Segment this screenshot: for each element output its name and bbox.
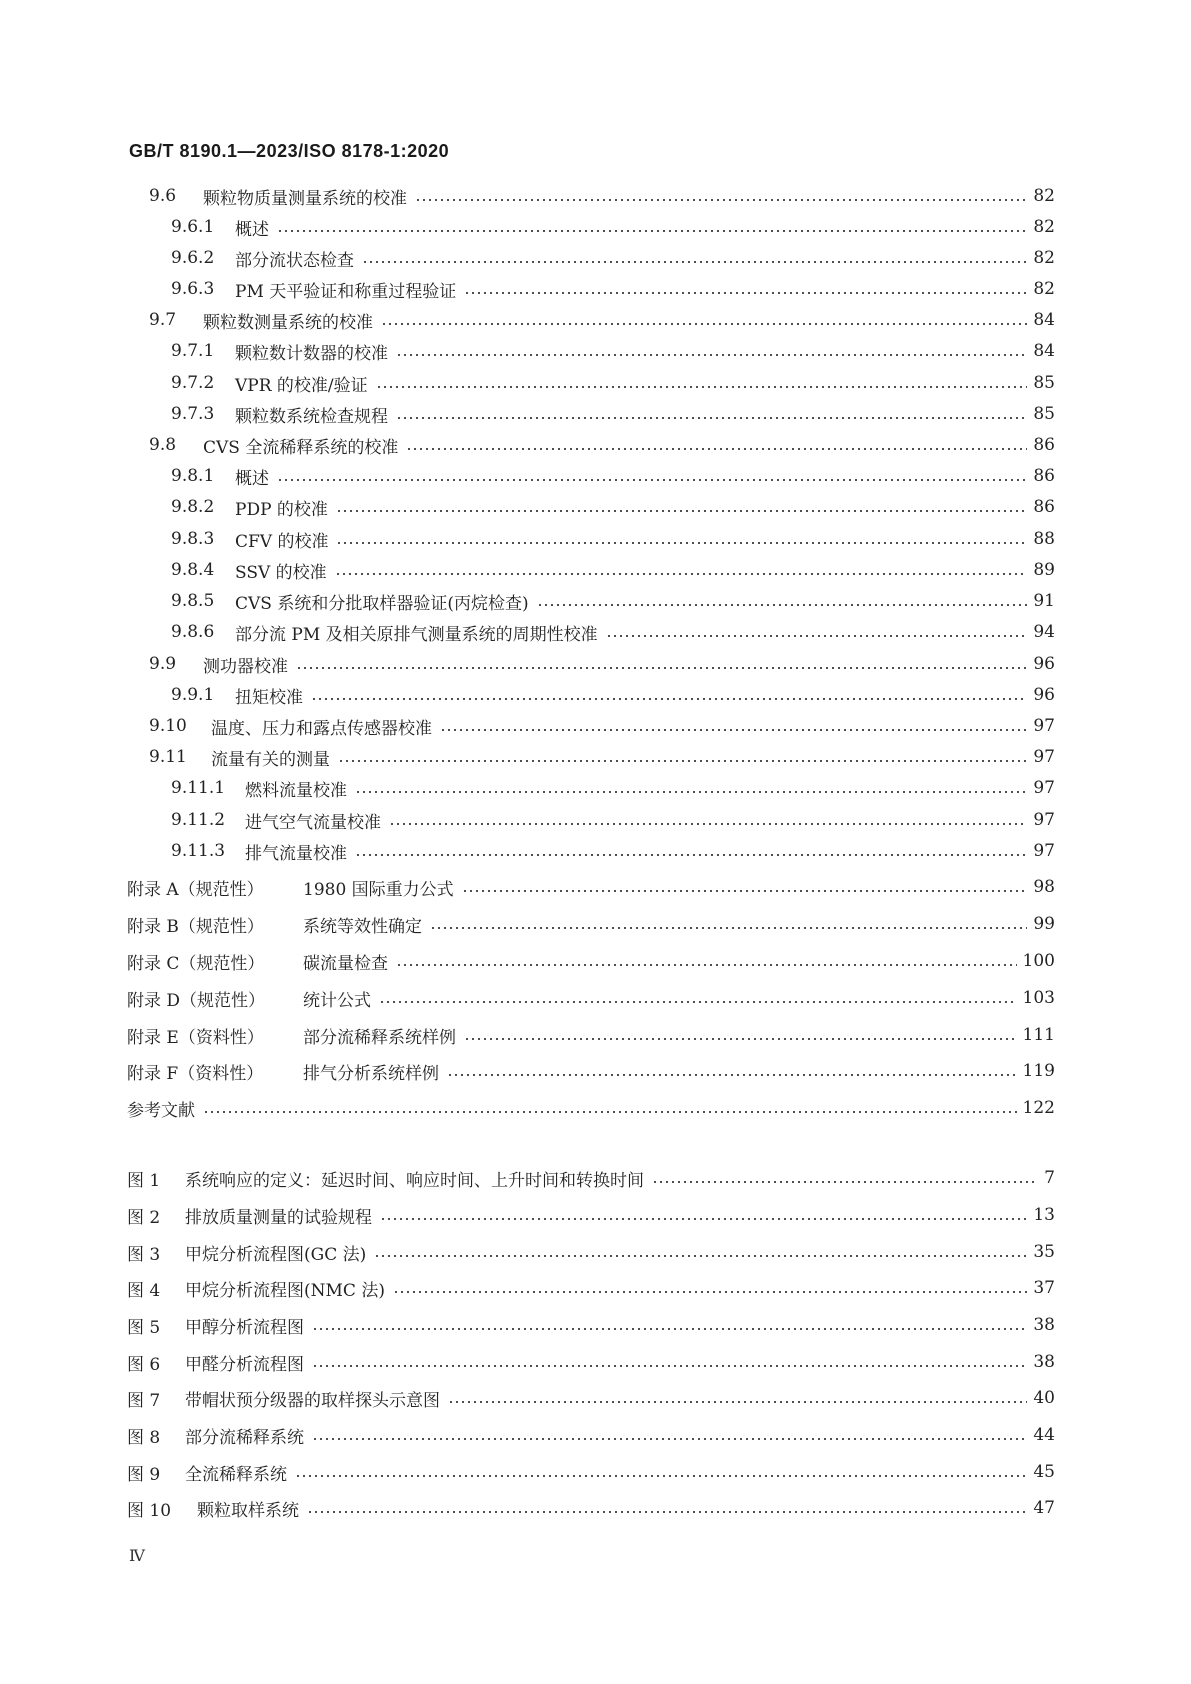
toc-entry-page: 47: [1033, 1498, 1055, 1518]
toc-entry-title: 排放质量测量的试验规程: [185, 1207, 372, 1228]
toc-entry-page: 84: [1033, 341, 1055, 361]
toc-entry-figure[interactable]: [127, 1273, 1055, 1303]
dot-leader: [464, 1038, 1017, 1040]
dot-leader: [381, 323, 1027, 325]
toc-entry-number: 附录 A（规范性）: [127, 879, 264, 900]
dot-leader: [464, 292, 1027, 294]
toc-entry-number: 附录 B（规范性）: [127, 916, 264, 937]
toc-entry[interactable]: [149, 711, 1055, 741]
toc-entry-title: 甲醇分析流程图: [185, 1317, 304, 1338]
toc-entry-number: 9.6: [149, 186, 177, 206]
toc-entry[interactable]: [171, 586, 1055, 616]
toc-entry-number: 9.7: [149, 310, 177, 330]
toc-entry-number: 9.6.3: [171, 279, 215, 299]
toc-entry-number: 9.8.1: [171, 466, 215, 486]
toc-entry-annex[interactable]: [127, 872, 1055, 902]
toc-entry-title: 统计公式: [303, 990, 371, 1011]
toc-entry-figure[interactable]: [127, 1383, 1055, 1413]
toc-entry-page: 13: [1033, 1205, 1055, 1225]
toc-entry-page: 97: [1033, 841, 1055, 861]
toc-entry-number: 图 3: [127, 1244, 161, 1265]
toc-entry-title: 碳流量检查: [303, 953, 388, 974]
toc-entry-bibliography[interactable]: [127, 1093, 1055, 1123]
toc-entry[interactable]: [149, 742, 1055, 772]
toc-entry-title: 颗粒取样系统: [197, 1500, 299, 1521]
toc-entry-number: 图 7: [127, 1390, 161, 1411]
toc-entry-number: 9.8: [149, 435, 177, 455]
toc-entry-number: 附录 D（规范性）: [127, 990, 266, 1011]
toc-entry-page: 7: [1044, 1168, 1055, 1188]
dot-leader: [447, 1074, 1017, 1076]
toc-entry-page: 82: [1033, 186, 1055, 206]
toc-entry-page: 82: [1033, 248, 1055, 268]
dot-leader: [335, 573, 1028, 575]
toc-entry-page: 97: [1033, 716, 1055, 736]
dot-leader: [312, 1328, 1027, 1330]
toc-entry-figure[interactable]: [127, 1310, 1055, 1340]
toc-entry-page: 98: [1033, 877, 1055, 897]
toc-entry-page: 96: [1033, 654, 1055, 674]
toc-entry-annex[interactable]: [127, 909, 1055, 939]
toc-entry-title: 概述: [235, 468, 269, 489]
toc-entry[interactable]: [171, 555, 1055, 585]
toc-entry-page: 86: [1033, 497, 1055, 517]
toc-entry-number: 9.7.3: [171, 404, 215, 424]
toc-entry-number: 9.8.3: [171, 529, 215, 549]
toc-entry-title: 测功器校准: [203, 656, 288, 677]
toc-entry-figure[interactable]: [127, 1493, 1055, 1523]
toc-entry-annex[interactable]: [127, 1020, 1055, 1050]
toc-entry-title: 带帽状预分级器的取样探头示意图: [185, 1390, 440, 1411]
toc-entry-page: 99: [1033, 914, 1055, 934]
toc-entry[interactable]: [171, 212, 1055, 242]
toc-entry-number: 9.8.2: [171, 497, 215, 517]
toc-entry-page: 119: [1022, 1061, 1055, 1081]
toc-entry[interactable]: [171, 399, 1055, 429]
dot-leader: [296, 667, 1027, 669]
toc-entry-page: 38: [1033, 1315, 1055, 1335]
dot-leader: [415, 199, 1027, 201]
toc-entry-title: PDP 的校准: [235, 499, 328, 520]
dot-leader: [336, 510, 1027, 512]
toc-entry-page: 85: [1033, 373, 1055, 393]
dot-leader: [277, 230, 1027, 232]
toc-entry[interactable]: [149, 305, 1055, 335]
toc-entry-title: 进气空气流量校准: [245, 812, 381, 833]
toc-entry-title: 概述: [235, 219, 269, 240]
toc-entry-number: 9.8.6: [171, 622, 215, 642]
toc-entry-title: SSV 的校准: [235, 562, 327, 583]
dot-leader: [440, 729, 1027, 731]
toc-entry-number: 9.8.4: [171, 560, 215, 580]
toc-entry-title: 甲烷分析流程图(NMC 法): [185, 1280, 385, 1301]
toc-entry-number: 9.6.1: [171, 217, 215, 237]
toc-entry[interactable]: [171, 274, 1055, 304]
toc-entry-number: 9.7.1: [171, 341, 215, 361]
dot-leader: [338, 760, 1027, 762]
toc-entry[interactable]: [171, 680, 1055, 710]
dot-leader: [389, 823, 1027, 825]
dot-leader: [652, 1181, 1038, 1183]
dot-leader: [295, 1475, 1027, 1477]
toc-entry-number: 附录 F（资料性）: [127, 1063, 264, 1084]
toc-entry-number: 9.10: [149, 716, 187, 736]
toc-entry-title: 扭矩校准: [235, 687, 303, 708]
toc-entry-title: 部分流状态检查: [235, 250, 354, 271]
toc-entry-number: 图 5: [127, 1317, 161, 1338]
toc-entry-page: 96: [1033, 685, 1055, 705]
dot-leader: [462, 890, 1028, 892]
toc-entry-page: 100: [1022, 951, 1055, 971]
toc-entry[interactable]: [171, 617, 1055, 647]
toc-entry-number: 9.9: [149, 654, 177, 674]
dot-leader: [393, 1291, 1027, 1293]
toc-entry-title: 温度、压力和露点传感器校准: [211, 718, 432, 739]
toc-entry-page: 85: [1033, 404, 1055, 424]
toc-entry-title: CVS 系统和分批取样器验证(丙烷检查): [235, 593, 529, 614]
toc-entry[interactable]: [149, 430, 1055, 460]
toc-entry-page: 40: [1033, 1388, 1055, 1408]
toc-entry-figure[interactable]: [127, 1200, 1055, 1230]
toc-entry-title: 系统等效性确定: [303, 916, 422, 937]
toc-entry-title: CFV 的校准: [235, 531, 329, 552]
toc-entry-number: 图 1: [127, 1170, 161, 1191]
toc-entry-title: VPR 的校准/验证: [235, 375, 368, 396]
toc-entry-number: 图 6: [127, 1354, 161, 1375]
dot-leader: [312, 1365, 1027, 1367]
dot-leader: [406, 448, 1027, 450]
dot-leader: [355, 791, 1027, 793]
toc-entry-page: 86: [1033, 435, 1055, 455]
toc-entry[interactable]: [171, 368, 1055, 398]
toc-entry-page: 103: [1022, 988, 1055, 1008]
toc-entry-page: 45: [1033, 1462, 1055, 1482]
toc-entry-number: 图 4: [127, 1280, 161, 1301]
dot-leader: [355, 854, 1027, 856]
dot-leader: [312, 1438, 1027, 1440]
toc-entry-number: 9.6.2: [171, 248, 215, 268]
dot-leader: [311, 698, 1027, 700]
dot-leader: [430, 927, 1027, 929]
toc-entry-page: 84: [1033, 310, 1055, 330]
dot-leader: [203, 1111, 1017, 1113]
toc-entry[interactable]: [149, 649, 1055, 679]
dot-leader: [606, 635, 1028, 637]
toc-entry-title: 部分流稀释系统样例: [303, 1027, 456, 1048]
dot-leader: [396, 354, 1027, 356]
dot-leader: [396, 417, 1027, 419]
toc-entry-number: 图 10: [127, 1500, 172, 1521]
dot-leader: [380, 1218, 1027, 1220]
dot-leader: [537, 604, 1028, 606]
toc-entry-annex[interactable]: [127, 983, 1055, 1013]
toc-entry-number: 9.9.1: [171, 685, 215, 705]
dot-leader: [376, 386, 1028, 388]
toc-entry-title: 部分流稀释系统: [185, 1427, 304, 1448]
toc-entry-page: 82: [1033, 279, 1055, 299]
toc-entry-page: 111: [1022, 1025, 1055, 1045]
toc-entry-page: 82: [1033, 217, 1055, 237]
toc-entry-title: 全流稀释系统: [185, 1464, 287, 1485]
toc-entry-page: 97: [1033, 747, 1055, 767]
dot-leader: [362, 261, 1027, 263]
toc-entry[interactable]: [171, 243, 1055, 273]
toc-entry-number: 9.11.1: [171, 778, 226, 798]
dot-leader: [374, 1255, 1027, 1257]
toc-entry-page: 37: [1033, 1278, 1055, 1298]
toc-entry-number: 附录 C（规范性）: [127, 953, 265, 974]
toc-entry[interactable]: [171, 836, 1055, 866]
toc-entry-number: 图 9: [127, 1464, 161, 1485]
toc-entry[interactable]: [149, 181, 1055, 211]
toc-entry-title: 部分流 PM 及相关原排气测量系统的周期性校准: [235, 624, 598, 645]
toc-entry-figure[interactable]: [127, 1237, 1055, 1267]
toc-entry-number: 9.11.2: [171, 810, 226, 830]
toc-entry-title: CVS 全流稀释系统的校准: [203, 437, 399, 458]
toc-entry-figure[interactable]: [127, 1347, 1055, 1377]
toc-entry[interactable]: [171, 524, 1055, 554]
toc-entry-figure[interactable]: [127, 1457, 1055, 1487]
toc-entry-title: 颗粒物质量测量系统的校准: [203, 188, 407, 209]
toc-entry-title: 燃料流量校准: [245, 780, 347, 801]
toc-entry-page: 97: [1033, 778, 1055, 798]
toc-entry-page: 86: [1033, 466, 1055, 486]
toc-entry-number: 9.7.2: [171, 373, 215, 393]
toc-entry-title: 参考文献: [127, 1100, 195, 1121]
dot-leader: [307, 1511, 1027, 1513]
toc-entry-page: 38: [1033, 1352, 1055, 1372]
toc-entry-page: 94: [1033, 622, 1055, 642]
toc-entry-annex[interactable]: [127, 946, 1055, 976]
toc-entry-page: 97: [1033, 810, 1055, 830]
dot-leader: [336, 542, 1027, 544]
dot-leader: [277, 479, 1027, 481]
document-header: GB/T 8190.1—2023/ISO 8178-1:2020: [129, 141, 450, 161]
toc-entry-number: 图 8: [127, 1427, 161, 1448]
toc-entry-title: 1980 国际重力公式: [303, 879, 454, 900]
toc-entry-page: 44: [1033, 1425, 1055, 1445]
toc-entry-number: 9.11: [149, 747, 187, 767]
toc-entry[interactable]: [171, 773, 1055, 803]
toc-entry-page: 122: [1022, 1098, 1055, 1118]
toc-entry[interactable]: [171, 336, 1055, 366]
toc-entry-title: 颗粒数测量系统的校准: [203, 312, 373, 333]
toc-entry-number: 附录 E（资料性）: [127, 1027, 264, 1048]
toc-entry-title: 颗粒数计数器的校准: [235, 343, 388, 364]
dot-leader: [448, 1401, 1027, 1403]
toc-entry-annex[interactable]: [127, 1056, 1055, 1086]
toc-entry-title: 甲烷分析流程图(GC 法): [185, 1244, 367, 1265]
toc-entry-number: 图 2: [127, 1207, 161, 1228]
toc-entry-page: 35: [1033, 1242, 1055, 1262]
toc-entry-figure[interactable]: [127, 1420, 1055, 1450]
toc-entry-title: 系统响应的定义：延迟时间、响应时间、上升时间和转换时间: [185, 1170, 644, 1191]
toc-entry-page: 88: [1033, 529, 1055, 549]
toc-entry-title: 流量有关的测量: [211, 749, 330, 770]
toc-entry[interactable]: [171, 461, 1055, 491]
dot-leader: [396, 964, 1017, 966]
toc-entry[interactable]: [171, 492, 1055, 522]
toc-entry-title: 颗粒数系统检查规程: [235, 406, 388, 427]
toc-entry-number: 9.11.3: [171, 841, 226, 861]
page-number-footer: Ⅳ: [129, 1546, 145, 1565]
toc-entry-title: 甲醛分析流程图: [185, 1354, 304, 1375]
toc-entry[interactable]: [171, 805, 1055, 835]
toc-entry-figure[interactable]: [127, 1163, 1055, 1193]
toc-entry-title: 排气流量校准: [245, 843, 347, 864]
toc-entry-title: PM 天平验证和称重过程验证: [235, 281, 457, 302]
toc-entry-number: 9.8.5: [171, 591, 215, 611]
toc-entry-page: 91: [1033, 591, 1055, 611]
dot-leader: [379, 1001, 1017, 1003]
toc-entry-title: 排气分析系统样例: [303, 1063, 439, 1084]
toc-entry-page: 89: [1033, 560, 1055, 580]
